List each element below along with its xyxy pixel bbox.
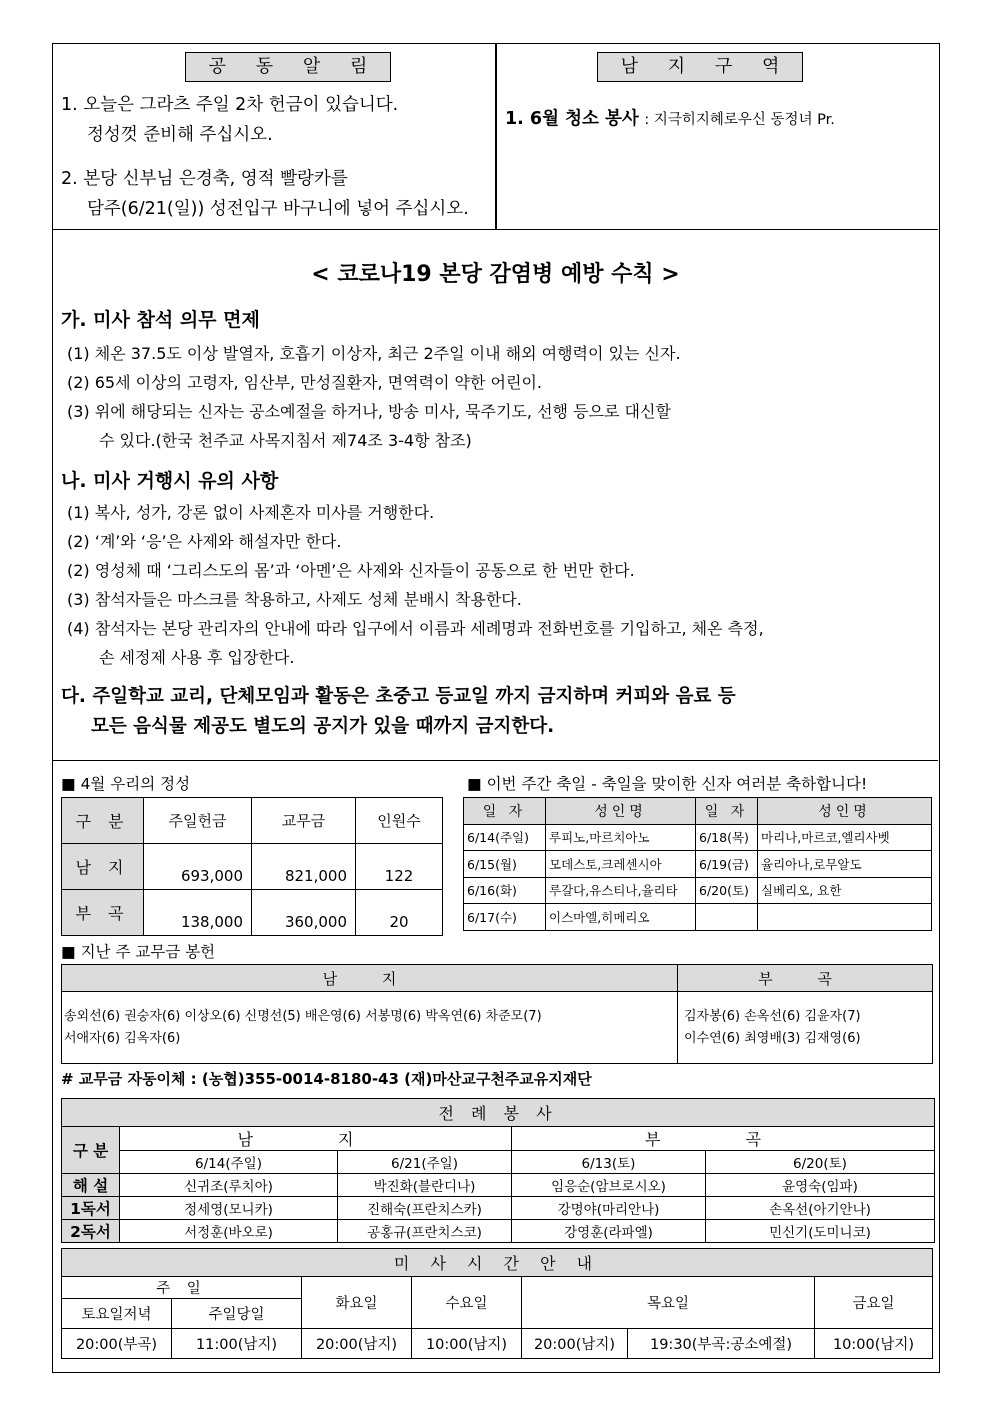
section-b-item: (2) ‘계’와 ‘응’은 사제와 해설자만 한다. [67, 532, 342, 551]
section-b-heading: 나. 미사 거행시 유의 사항 [61, 470, 279, 492]
section-b-item: 손 세정제 사용 후 입장한다. [99, 648, 295, 667]
corona-title: < 코로나19 본당 감염병 예방 수칙 > [311, 262, 680, 287]
table-row: 부 곡 138,000 360,000 20 [62, 890, 443, 936]
table-row: 2독서 서정훈(바오로) 공홍규(프란치스코) 강영훈(라파엘) 민신기(도미니코) [62, 1220, 935, 1243]
church-due-header: 부 곡 [678, 965, 933, 992]
section-a-item: (2) 65세 이상의 고령자, 임산부, 만성질환자, 면역력이 약한 어린이. [67, 373, 542, 392]
section-b-item: (1) 복사, 성가, 강론 없이 사제혼자 미사를 거행한다. [67, 503, 435, 522]
church-due-header: 남 지 [62, 965, 678, 992]
corona-rules-section [53, 231, 938, 761]
liturgy-bugok-header: 부 곡 [512, 1127, 935, 1151]
church-due-namji: 송외선(6) 권숭자(6) 이상오(6) 신명선(5) 배은영(6) 서봉명(6) 박옥연(6) 차준모(7) 서애자(6) 김옥자(6) [62, 992, 678, 1064]
liturgy-col-label: 구 분 [62, 1127, 120, 1174]
birthday-header: 일 자 [696, 798, 758, 825]
church-due-label: ■ 지난 주 교무금 봉헌 [61, 943, 216, 961]
mass-title: 미 사 시 간 안 내 [62, 1249, 933, 1277]
table-row: 해 설 신귀조(루치아) 박진화(블란디나) 임응순(암브로시오) 윤영숙(임파) [62, 1174, 935, 1197]
donation-header: 구 분 [62, 798, 144, 844]
mass-sunday-header: 주 일 [62, 1277, 302, 1299]
birthday-table [463, 797, 932, 931]
donation-header: 주일헌금 [144, 798, 252, 844]
liturgy-namji-header: 남 지 [120, 1127, 512, 1151]
table-row: 6/14(주일) 루피노,마르치아노 6/18(목) 마리나,마르코,엘리사벳 [464, 824, 932, 851]
section-a-item: (1) 체온 37.5도 이상 발열자, 호흡기 이상자, 최근 2주일 이내 해외 여행력이 있는 신자. [67, 344, 681, 363]
table-row [62, 992, 933, 1064]
section-a-item: (3) 위에 해당되는 신자는 공소예절을 하거나, 방송 미사, 묵주기도, 선행 등으로 대신할 [67, 402, 671, 421]
joint-notice-item-2: 2. 본당 신부님 은경축, 영적 빨랑카를 담주(6/21(일)) 성전입구 바구니에 넣어 주십시오. [61, 169, 469, 219]
donation-row-label: 남 지 [62, 844, 144, 890]
namji-notice-title: 남 지 구 역 [597, 52, 803, 82]
church-due-bugok: 김자봉(6) 손옥선(6) 김윤자(7) 이수연(6) 최영배(3) 김재영(6) [678, 992, 933, 1064]
birthday-header: 성인명 [758, 798, 932, 825]
liturgy-table: 전 례 봉 사 구 분 남 지 부 곡 6/14(주일) 6/21(주일) 6/13(토) 6/20(토) 해 설 신귀조(루치아) 박진화(블란디나) 임응순(암브로시오) 윤영숙(임파) 1독서 정세영(모니카) 진해숙(프란치스카) 강명야(마리안나) 손옥선(아기안나) 2독서 서정훈(바오로) 공홍규(프란치스코) 강영훈(라파엘) 민신기(도미니코) [61, 1098, 935, 1243]
donation-label: ■ 4월 우리의 정성 [61, 775, 191, 793]
birthday-header: 일 자 [464, 798, 546, 825]
table-row: 남 지 693,000 821,000 122 [62, 844, 443, 890]
birthday-label: ■ 이번 주간 축일 - 축일을 맞이한 신자 여러분 축하합니다! [467, 775, 868, 793]
church-due-table [61, 964, 933, 1064]
namji-notice-item: 1. 6월 청소 봉사 : 지극히지혜로우신 동정녀 Pr. [505, 109, 835, 129]
donation-header: 교무금 [252, 798, 356, 844]
donation-row-label: 부 곡 [62, 890, 144, 936]
notice-section [53, 44, 938, 230]
joint-notice-title: 공 동 알 림 [185, 52, 391, 82]
section-b-item: (4) 참석자는 본당 관리자의 안내에 따라 입구에서 이름과 세례명과 전화번호를 기입하고, 체온 측정, [67, 619, 764, 638]
table-row: 6/17(수) 이스마엘,히메리오 [464, 904, 932, 931]
section-a-item: 수 있다.(한국 천주교 사목지침서 제74조 3-4항 참조) [99, 431, 472, 450]
bulletin-page [52, 43, 940, 1373]
joint-notice-item-1: 1. 오늘은 그라츠 주일 2차 헌금이 있습니다. 정성껏 준비해 주십시오. [61, 95, 399, 145]
table-row: 20:00(부곡) 11:00(남지) 20:00(남지) 10:00(남지) 20:00(남지) 19:30(부곡:공소예절) 10:00(남지) [62, 1329, 933, 1359]
liturgy-title: 전 례 봉 사 [62, 1099, 935, 1127]
section-a-heading: 가. 미사 참석 의무 면제 [61, 309, 260, 331]
section-b-item: (3) 참석자들은 마스크를 착용하고, 사제도 성체 분배시 착용한다. [67, 590, 522, 609]
donation-table [61, 797, 443, 936]
mass-time-table: 미 사 시 간 안 내 주 일 화요일 수요일 목요일 금요일 토요일저녁 주일당일 20:00(부곡) 11:00(남지) 20:00(남지) 10:00(남지) 20:00(남지) 19:30(부곡:공소예절) 10:00(남지) [61, 1248, 933, 1359]
table-row: 1독서 정세영(모니카) 진해숙(프란치스카) 강명야(마리안나) 손옥선(아기안나) [62, 1197, 935, 1220]
donation-header: 인원수 [356, 798, 443, 844]
section-b-item: (2) 영성체 때 ‘그리스도의 몸’과 ‘아멘’은 사제와 신자들이 공동으로 한 번만 한다. [67, 561, 635, 580]
section-c-text: 다. 주일학교 교리, 단체모임과 활동은 초중고 등교일 까지 금지하며 커피와 음료 등 모든 음식물 제공도 별도의 공지가 있을 때까지 금지한다. [61, 686, 736, 737]
birthday-header: 성인명 [546, 798, 696, 825]
notice-divider [495, 44, 497, 230]
table-row: 6/15(월) 모데스토,크레센시아 6/19(금) 율리아나,로무알도 [464, 851, 932, 878]
autopay-info: # 교무금 자동이체 : (농협)355-0014-8180-43 (재)마산교구천주교유지재단 [61, 1070, 592, 1088]
table-row: 6/16(화) 루갈다,유스티나,율리타 6/20(토) 실베리오, 요한 [464, 877, 932, 904]
